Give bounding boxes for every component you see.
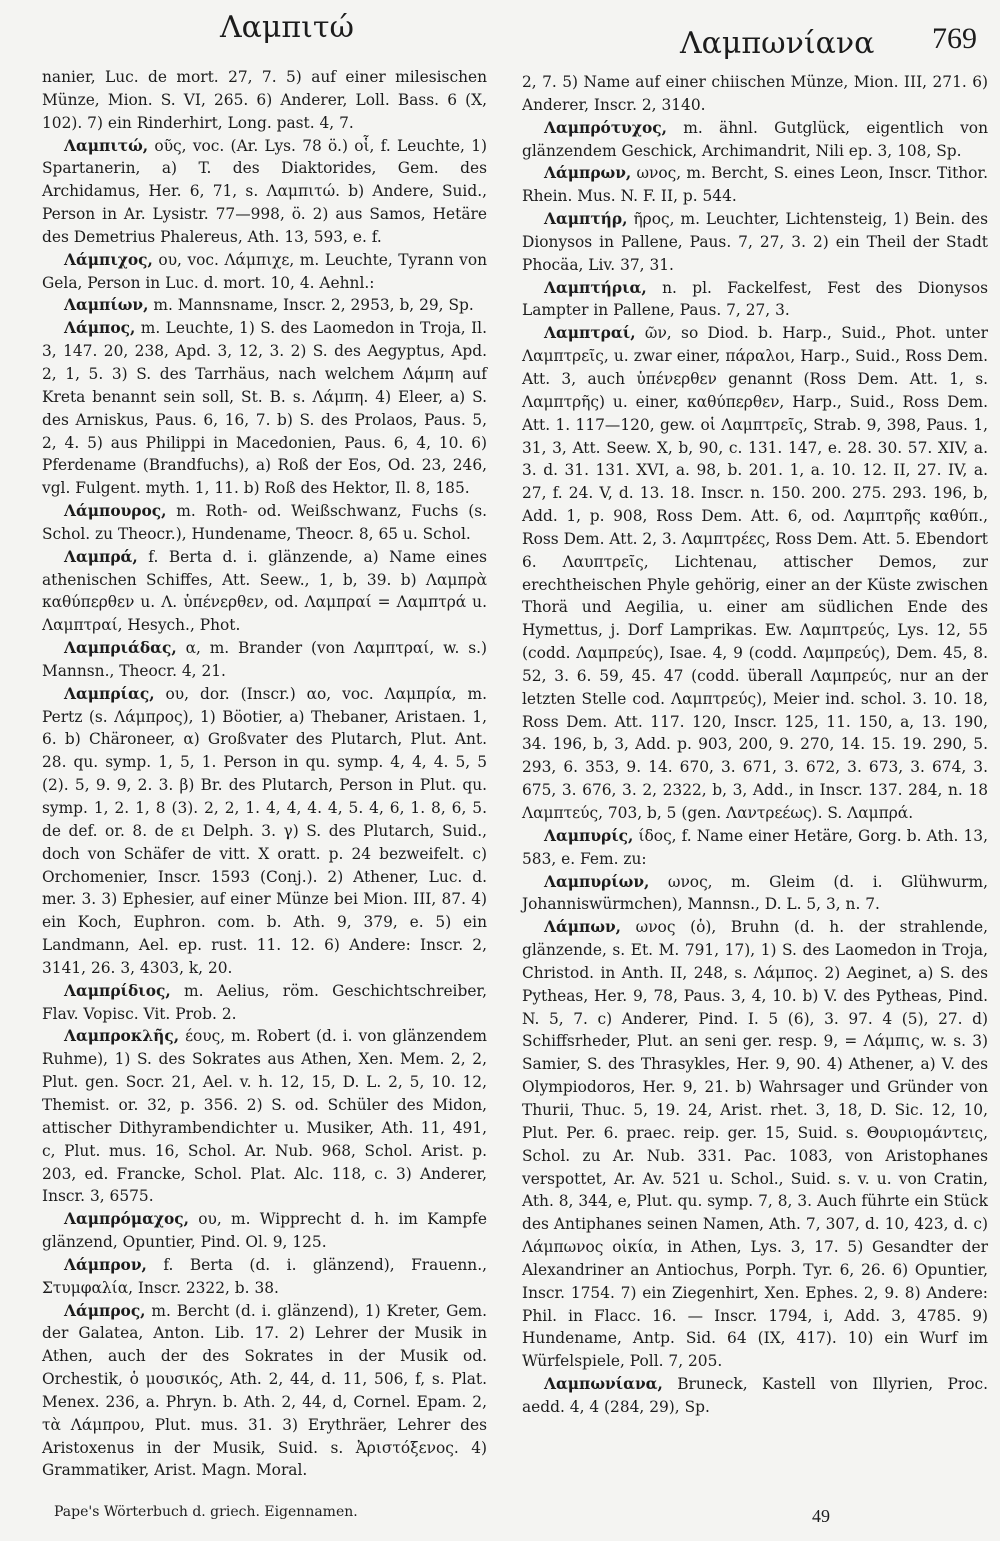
dictionary-entry xyxy=(42,317,487,500)
entry-text: ου, m. Wipprecht d. h. im Kampfe glänzend, Opuntier, Pind. Ol. 9, 125. xyxy=(42,1210,487,1252)
dictionary-entry xyxy=(42,546,487,637)
entry-headword: Λαμπρόμαχος, xyxy=(64,1210,190,1229)
entry-headword: Λάμπρων, xyxy=(544,164,632,183)
entry-headword: Λάμπιχος, xyxy=(64,250,153,269)
entry-headword: Λάμπος, xyxy=(64,319,136,338)
dictionary-entry xyxy=(522,117,988,163)
entry-headword: Λαμπρά, xyxy=(64,547,138,566)
dictionary-entry xyxy=(522,1373,988,1419)
entry-text: έους, m. Robert (d. i. von glänzendem Ruhme), 1) S. des Sokrates aus Athen, Xen. Mem. 2, 2, Plut. gen. Socr. 21, Ael. v. h. 12, 15, D. L. 2, 5, 10. 12, Themist. or. 32, p. 356. 2) S. od. Schüler des Midon, attischer Dithyrambendichter u. Musiker, Ath. 11, 491, c, Plut. mus. 16, Schol. Ar. Nub. 968, Schol. Arist. p. 203, ed. Francke, Schol. Plat. Alc. 118, c. 3) Anderer, Inscr. 3, 6575. xyxy=(42,1027,487,1206)
page-number: 769 xyxy=(932,22,977,55)
entry-headword: Λαμπωνίανα, xyxy=(544,1375,663,1394)
entry-headword: Λαμπτήρια, xyxy=(544,278,647,297)
dictionary-entry xyxy=(42,66,487,135)
entry-text: ου, voc. Λάμπιχε, m. Leuchte, Tyrann von Gela, Person in Luc. d. mort. 10, 4. Aehnl.: xyxy=(42,250,487,292)
entry-headword: Λαμπιτώ, xyxy=(64,136,149,155)
entry-text: m. Mannsname, Inscr. 2, 2953, b, 29, Sp. xyxy=(153,296,474,315)
entry-headword: Λαμπριάδας, xyxy=(64,639,177,658)
entry-text: ου, dor. (Inscr.) αο, voc. Λαμπρία, m. Pertz (s. Λάμπρος), 1) Böotier, a) Thebaner, Aristaen. 1, 6. b) Chäroneer, α) Großvater des Plutarch, Plut. Ant. 28. qu. symp. 1, 5, 1. Person in qu. symp. 4, 4, 4. 5, 5 (2). 5, 9. 9, 2. 3. β) Br. des Plutarch, Person in Plut. qu. symp. 1, 2. 1, 8 (3). 2, 2, 1. 4, 4, 4. 4, 5. 4, 6, 1. 8, 6, 5. de def. or. 8. de ει Delph. 3. γ) S. des Plutarch, Suid., doch von Schäfer de vitt. X oratt. p. 24 bezweifelt. c) Orchomenier, Inscr. 1593 (Conj.). 2) Athener, Luc. d. mer. 3. 3) Ephesier, auf einer Münze bei Mion. III, 87. 4) ein Koch, Euphron. com. b. Ath. 9, 379, e. 5) ein Landmann, Ael. ep. rust. 11. 12. 6) Andere: Inscr. 2, 3141, 26. 3, 4303, k, 20. xyxy=(42,684,487,977)
left-running-head: Λαμπιτώ xyxy=(220,10,354,45)
entry-text: α, m. Brander (von Λαμπτραί, w. s.) Mannsn., Theocr. 4, 21. xyxy=(42,639,487,680)
entry-text: ωνος (ὁ), Bruhn (d. h. der strahlende, glänzende, s. Et. M. 791, 17), 1) S. des Laomedon in Troja, Christod. in Anth. II, 248, s. Λάμπος. 2) Aeginet, a) S. des Pytheas, Her. 9, 78, Paus. 3, 4, 10. b) V. des Pytheas, Pind. N. 5, 7. c) Anderer, Pind. I. 5 (6), 3. 97. 4 (5), 27. d) Schiffsrheder, Plut. an seni ger. resp. 9, = Λάμπις, w. s. 3) Samier, S. des Thrasykles, Her. 9, 90. 4) Athener, a) V. des Olympiodoros, Her. 9, 21. b) Wahrsager und Gründer von Thurii, Thuc. 5, 19. 24, Arist. rhet. 3, 18, D. Sic. 12, 10, Plut. Per. 6. praec. reip. ger. 15, Suid. s. Θουριομάντεις, Schol. zu Ar. Nub. 331. Pac. 1083, von Aristophanes verspottet, Ar. Av. 521 u. Schol., Suid. s. v. u. von Cratin, Ath. 8, 344, e, Plut. qu. symp. 7, 8, 3. Auch führte ein Stück des Antiphanes seinen Namen, Ath. 7, 307, d. 10, 423, d. c) Λάμπωνος οἰκία, in Athen, Lys. 3, 17. 5) Gesandter der Alexandriner an Antiochus, Porph. Tyr. 6, 26. 6) Opuntier, Inscr. 1754. 7) ein Ziegenhirt, Xen. Ephes. 2, 9. 8) Andere: Phil. in Flacc. 16. — Inscr. 1794, i, Add. 3, 4785. 9) Hundename, Antp. Sid. 64 (IX, 417). 10) ein Wurf im Würfelspiele, Poll. 7, 205. xyxy=(522,918,988,1371)
entry-text: Bruneck, Kastell von Illyrien, Proc. aedd. 4, 4 (284, 29), Sp. xyxy=(522,1375,988,1416)
entry-text: οῦς, voc. (Ar. Lys. 78 ö.) οἷ, f. Leuchte, 1) Spartanerin, a) T. des Diaktorides, Gem. des Archidamus, Her. 6, 71, s. Λαμπιτώ. b) Andere, Suid., Person in Ar. Lysistr. 77—998, ö. 2) aus Samos, Hetäre des Demetrius Phalereus, Ath. 13, 593, e. f. xyxy=(42,136,487,246)
entry-text: n. pl. Fackelfest, Fest des Dionysos Lampter in Pallene, Paus. 7, 27, 3. xyxy=(522,278,988,320)
dictionary-entry xyxy=(42,1025,487,1208)
entry-headword: Λαμπυρίς, xyxy=(544,826,634,845)
entry-text: m. ähnl. Gutglück, eigentlich von glänzendem Geschick, Archimandrit, Nili ep. 3, 108, Sp. xyxy=(522,118,988,160)
dictionary-entry xyxy=(42,135,487,249)
entry-text: ίδος, f. Name einer Hetäre, Gorg. b. Ath. 13, 583, e. Fem. zu: xyxy=(522,826,988,868)
dictionary-entry xyxy=(42,500,487,546)
entry-headword: Λαμπίων, xyxy=(64,296,149,315)
entry-text: ωνος, m. Bercht, S. eines Leon, Inscr. Tithor. Rhein. Mus. N. F. II, p. 544. xyxy=(522,164,988,206)
dictionary-entry xyxy=(522,208,988,277)
dictionary-entry xyxy=(522,71,988,117)
entry-headword: Λαμπτήρ, xyxy=(544,210,628,229)
entry-headword: Λαμπροκλῆς, xyxy=(64,1027,180,1046)
imprint-line: Pape's Wörterbuch d. griech. Eigennamen. xyxy=(54,1504,358,1520)
right-column xyxy=(522,71,988,1419)
entry-headword: Λαμπυρίων, xyxy=(544,872,650,891)
dictionary-entry xyxy=(42,249,487,295)
dictionary-entry xyxy=(42,1254,487,1300)
entry-headword: Λαμπρίας, xyxy=(64,684,155,703)
signature-mark: 49 xyxy=(812,1506,830,1526)
dictionary-entry xyxy=(522,277,988,323)
entry-text: m. Leuchte, 1) S. des Laomedon in Troja, Il. 3, 147. 20, 238, Apd. 3, 12, 3. 2) S. des Aegyptus, Apd. 2, 1, 5. 3) S. des Tarrhäus, nach welchem Λάμπη auf Kreta benannt sein soll, St. B. s. Λάμπη. 4) Eleer, a) S. des Arniskus, Paus. 6, 16, 7. b) S. des Prolaos, Paus. 5, 2, 4. 5) aus Philippi in Macedonien, Paus. 6, 4, 10. 6) Pferdename (Brandfuchs), a) Roß der Eos, Od. 23, 246, vgl. Fulgent. myth. 1, 11. b) Roß des Hektor, Il. 8, 185. xyxy=(42,319,487,498)
entry-text: f. Berta d. i. glänzende, a) Name eines athenischen Schiffes, Att. Seew., 1, b, 39. b) Λαμπρὰ καθύπερθεν u. Λ. ὑπένερθεν, od. Λαμπραί = Λαμπτρά u. Λαμπτραί, Hesych., Phot. xyxy=(42,547,487,635)
entry-text: ωνος, m. Gleim (d. i. Glühwurm, Johanniswürmchen), Mannsn., D. L. 5, 3, n. 7. xyxy=(522,872,988,914)
entry-headword: Λαμπρότυχος, xyxy=(544,118,667,137)
dictionary-entry xyxy=(42,294,487,317)
dictionary-entry xyxy=(42,980,487,1026)
entry-text: ῆρος, m. Leuchter, Lichtensteig, 1) Bein. des Dionysos in Pallene, Paus. 7, 27, 3. 2) ein Theil der Stadt Phocäa, Liv. 37, 31. xyxy=(522,210,988,274)
entry-headword: Λάμπρον, xyxy=(64,1255,147,1274)
entry-text: m. Aelius, röm. Geschichtschreiber, Flav. Vopisc. Vit. Prob. 2. xyxy=(42,981,487,1023)
dictionary-entry xyxy=(522,162,988,208)
dictionary-entry xyxy=(522,916,988,1373)
entry-headword: Λάμπων, xyxy=(544,918,622,937)
dictionary-entry xyxy=(522,825,988,871)
entry-text: 2, 7. 5) Name auf einer chiischen Münze, Mion. III, 271. 6) Anderer, Inscr. 2, 3140. xyxy=(522,73,988,114)
entry-text: nanier, Luc. de mort. 27, 7. 5) auf einer milesischen Münze, Mion. S. VI, 265. 6) Anderer, Loll. Bass. 6 (X, 102). 7) ein Rinderhirt, Long. past. 4, 7. xyxy=(42,68,487,132)
entry-text: m. Bercht (d. i. glänzend), 1) Kreter, Gem. der Galatea, Anton. Lib. 17. 2) Lehrer der Musik in Athen, auch der des Sokrates in der Musik od. Orchestik, ὁ μουσικός, Ath. 2, 44, d. 11, 506, f, s. Plat. Menex. 236, a. Phryn. b. Ath. 2, 44, d, Cornel. Epam. 2, τὰ Λάμπρου, Plut. mus. 31. 3) Erythräer, Lehrer des Aristoxenus in der Musik, Suid. s. Ἀριστόξενος. 4) Grammatiker, Arist. Magn. Moral. xyxy=(42,1301,487,1480)
entry-headword: Λάμπρος, xyxy=(64,1301,146,1320)
dictionary-entry xyxy=(42,1300,487,1483)
entry-text: f. Berta (d. i. glänzend), Frauenn., Στυμφαλία, Inscr. 2322, b. 38. xyxy=(42,1255,487,1297)
entry-headword: Λαμπτραί, xyxy=(544,324,636,343)
entry-headword: Λαμπρίδιος, xyxy=(64,981,171,1000)
left-column xyxy=(42,66,487,1482)
entry-headword: Λάμπουρος, xyxy=(64,502,167,521)
dictionary-entry xyxy=(42,1208,487,1254)
entry-text: m. Roth- od. Weißschwanz, Fuchs (s. Schol. zu Theocr.), Hundename, Theocr. 8, 65 u. Schol. xyxy=(42,502,487,543)
dictionary-entry xyxy=(522,322,988,825)
dictionary-entry xyxy=(42,683,487,980)
dictionary-entry xyxy=(522,871,988,917)
right-running-head: Λαμπωνίανα xyxy=(680,26,875,61)
dictionary-entry xyxy=(42,637,487,683)
entry-text: ῶν, so Diod. b. Harp., Suid., Phot. unter Λαμπτρεῖς, u. zwar einer, πάραλοι, Harp., Suid., Ross Dem. Att. 3, auch ὑπένερθεν genannt (Ross Dem. Att. 1, s. Λαμπτρῆς) u. einer, καθύπερθεν, Harp., Suid., Ross Dem. Att. 1. 117—120, gew. οἱ Λαμπτρεῖς, Strab. 9, 398, Paus. 1, 31, 3, Att. Seew. X, b, 90, c. 131. 147, e. 28. 30. 57. XIV, a. 3. d. 31. 131. XVI, a. 98, b. 201. 1, a. 10. 12. II, 27. IV, a. 27, f. 24. V, d. 13. 18. Inscr. n. 150. 200. 275. 293. 196, b, Add. 1, p. 908, Ross Dem. Att. 6, od. Λαμπτρῆς καθύπ., Ross Dem. Att. 2, 3. Λαμπτρέες, Ross Dem. Att. 5. Ebendort 6. Λαυπτρεῖς, Lichtenau, attischer Demos, zur erechtheischen Phyle gehörig, einer an der Küste zwischen Thorä und Aegilia, u. einer am südlichen Ende des Hymettus, j. Dorf Lamprikas. Ew. Λαμπτρεύς, Lys. 12, 55 (codd. Λαμπρεύς), Isae. 4, 9 (codd. Λαμπρεύς), Dem. 45, 8. 52, 3. 6. 59, 45. 47 (codd. überall Λαμπρεύς, nur an der letzten Stelle cod. Λαμπτρεύς), Meier ind. schol. 3. 10. 18, Ross Dem. Att. 117. 120, Inscr. 125, 11. 150, a, 13. 190, 34. 196, b, 3, Add. p. 903, 200, 9. 270, 14. 15. 19. 290, 5. 293, 6. 353, 9. 14. 670, 3. 671, 3. 672, 3. 673, 3. 674, 3. 675, 3. 676, 3. 2, 2322, b, 3, Add., in Inscr. 137. 284, n. 18 Λαμπτεύς, 703, b, 5 (gen. Λαντρεέως). S. Λαμπρά. xyxy=(522,324,988,822)
